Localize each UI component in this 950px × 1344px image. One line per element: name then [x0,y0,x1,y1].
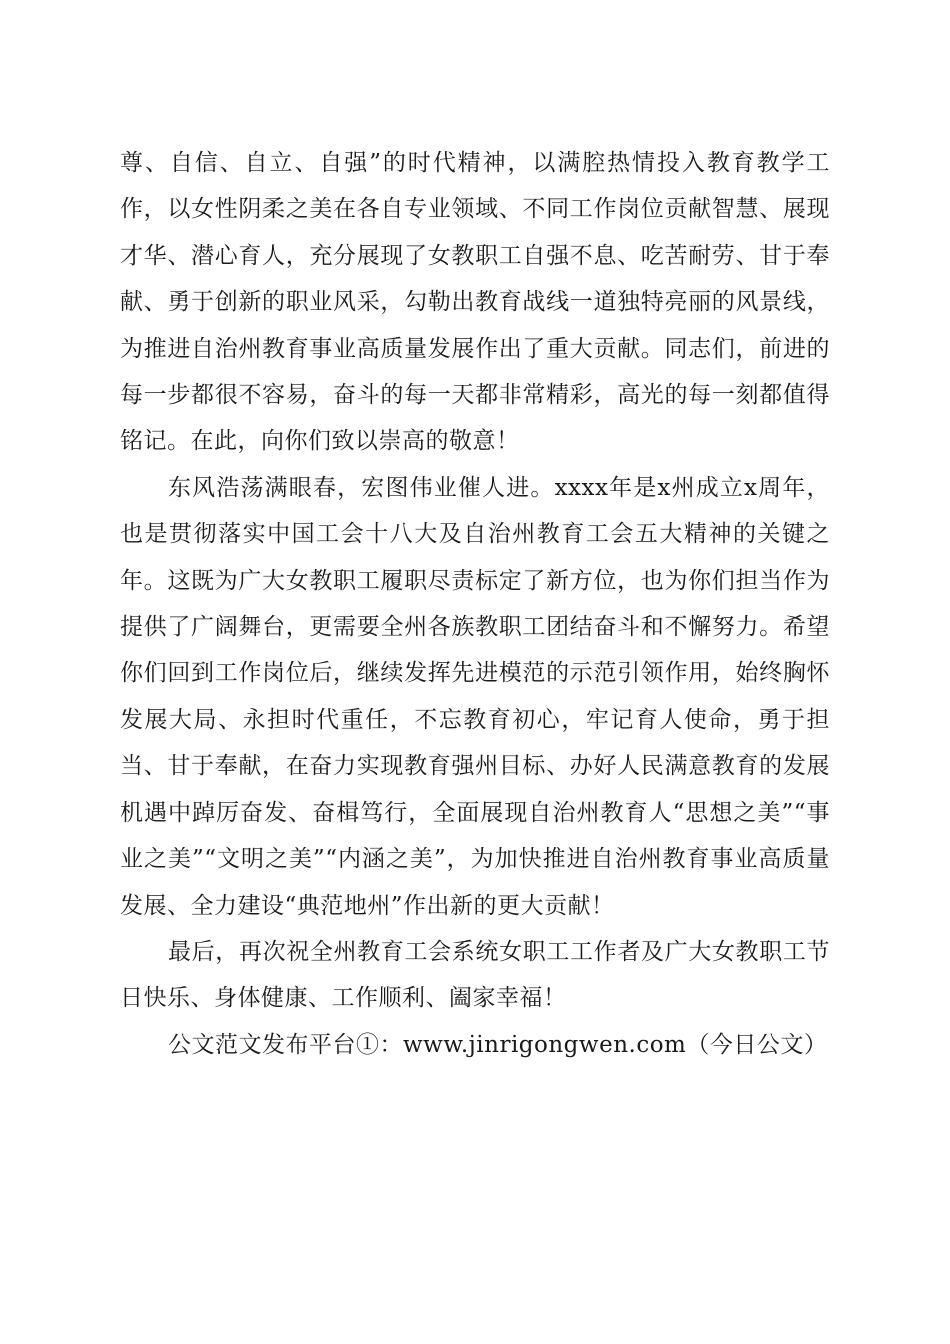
paragraph-closing: 最后，再次祝全州教育工会系统女职工工作者及广大女教职工节日快乐、身体健康、工作顺利、阖家幸福！ [120,938,830,1012]
document-body [120,140,830,1068]
paragraph-hopes: 东风浩荡满眼春，宏图伟业催人进。xxxx年是x州成立x周年，也是贯彻落实中国工会十八大及自治州教育工会五大精神的关键之年。这既为广大女教职工履职尽责标定了新方位，也为你们担当作为提供了广阔舞台，更需要全州各族教职工团结奋斗和不懈努力。希望你们回到工作岗位后，继续发挥先进模范的示范引领作用，始终胸怀发展大局、永担时代重任，不忘教育初心，牢记育人使命，勇于担当、甘于奉献，在奋力实现教育强州目标、办好人民满意教育的发展机遇中踔厉奋发、奋楫笃行，全面展现自治州教育人“思想之美”“事业之美”“文明之美”“内涵之美”，为加快推进自治州教育事业高质量发展、全力建设“典范地州”作出新的更大贡献！ [120,474,830,919]
paragraph-source-note: 公文范文发布平台①：www.jinrigongwen.com（今日公文） [168,1031,828,1058]
paragraph-continuation: 尊、自信、自立、自强”的时代精神，以满腔热情投入教育教学工作，以女性阴柔之美在各自专业领域、不同工作岗位贡献智慧、展现才华、潜心育人，充分展现了女教职工自强不息、吃苦耐劳、甘于奉献、勇于创新的职业风采，勾勒出教育战线一道独特亮丽的风景线，为推进自治州教育事业高质量发展作出了重大贡献。同志们，前进的每一步都很不容易，奋斗的每一天都非常精彩，高光的每一刻都值得铭记。在此，向你们致以崇高的敬意！ [120,150,830,455]
